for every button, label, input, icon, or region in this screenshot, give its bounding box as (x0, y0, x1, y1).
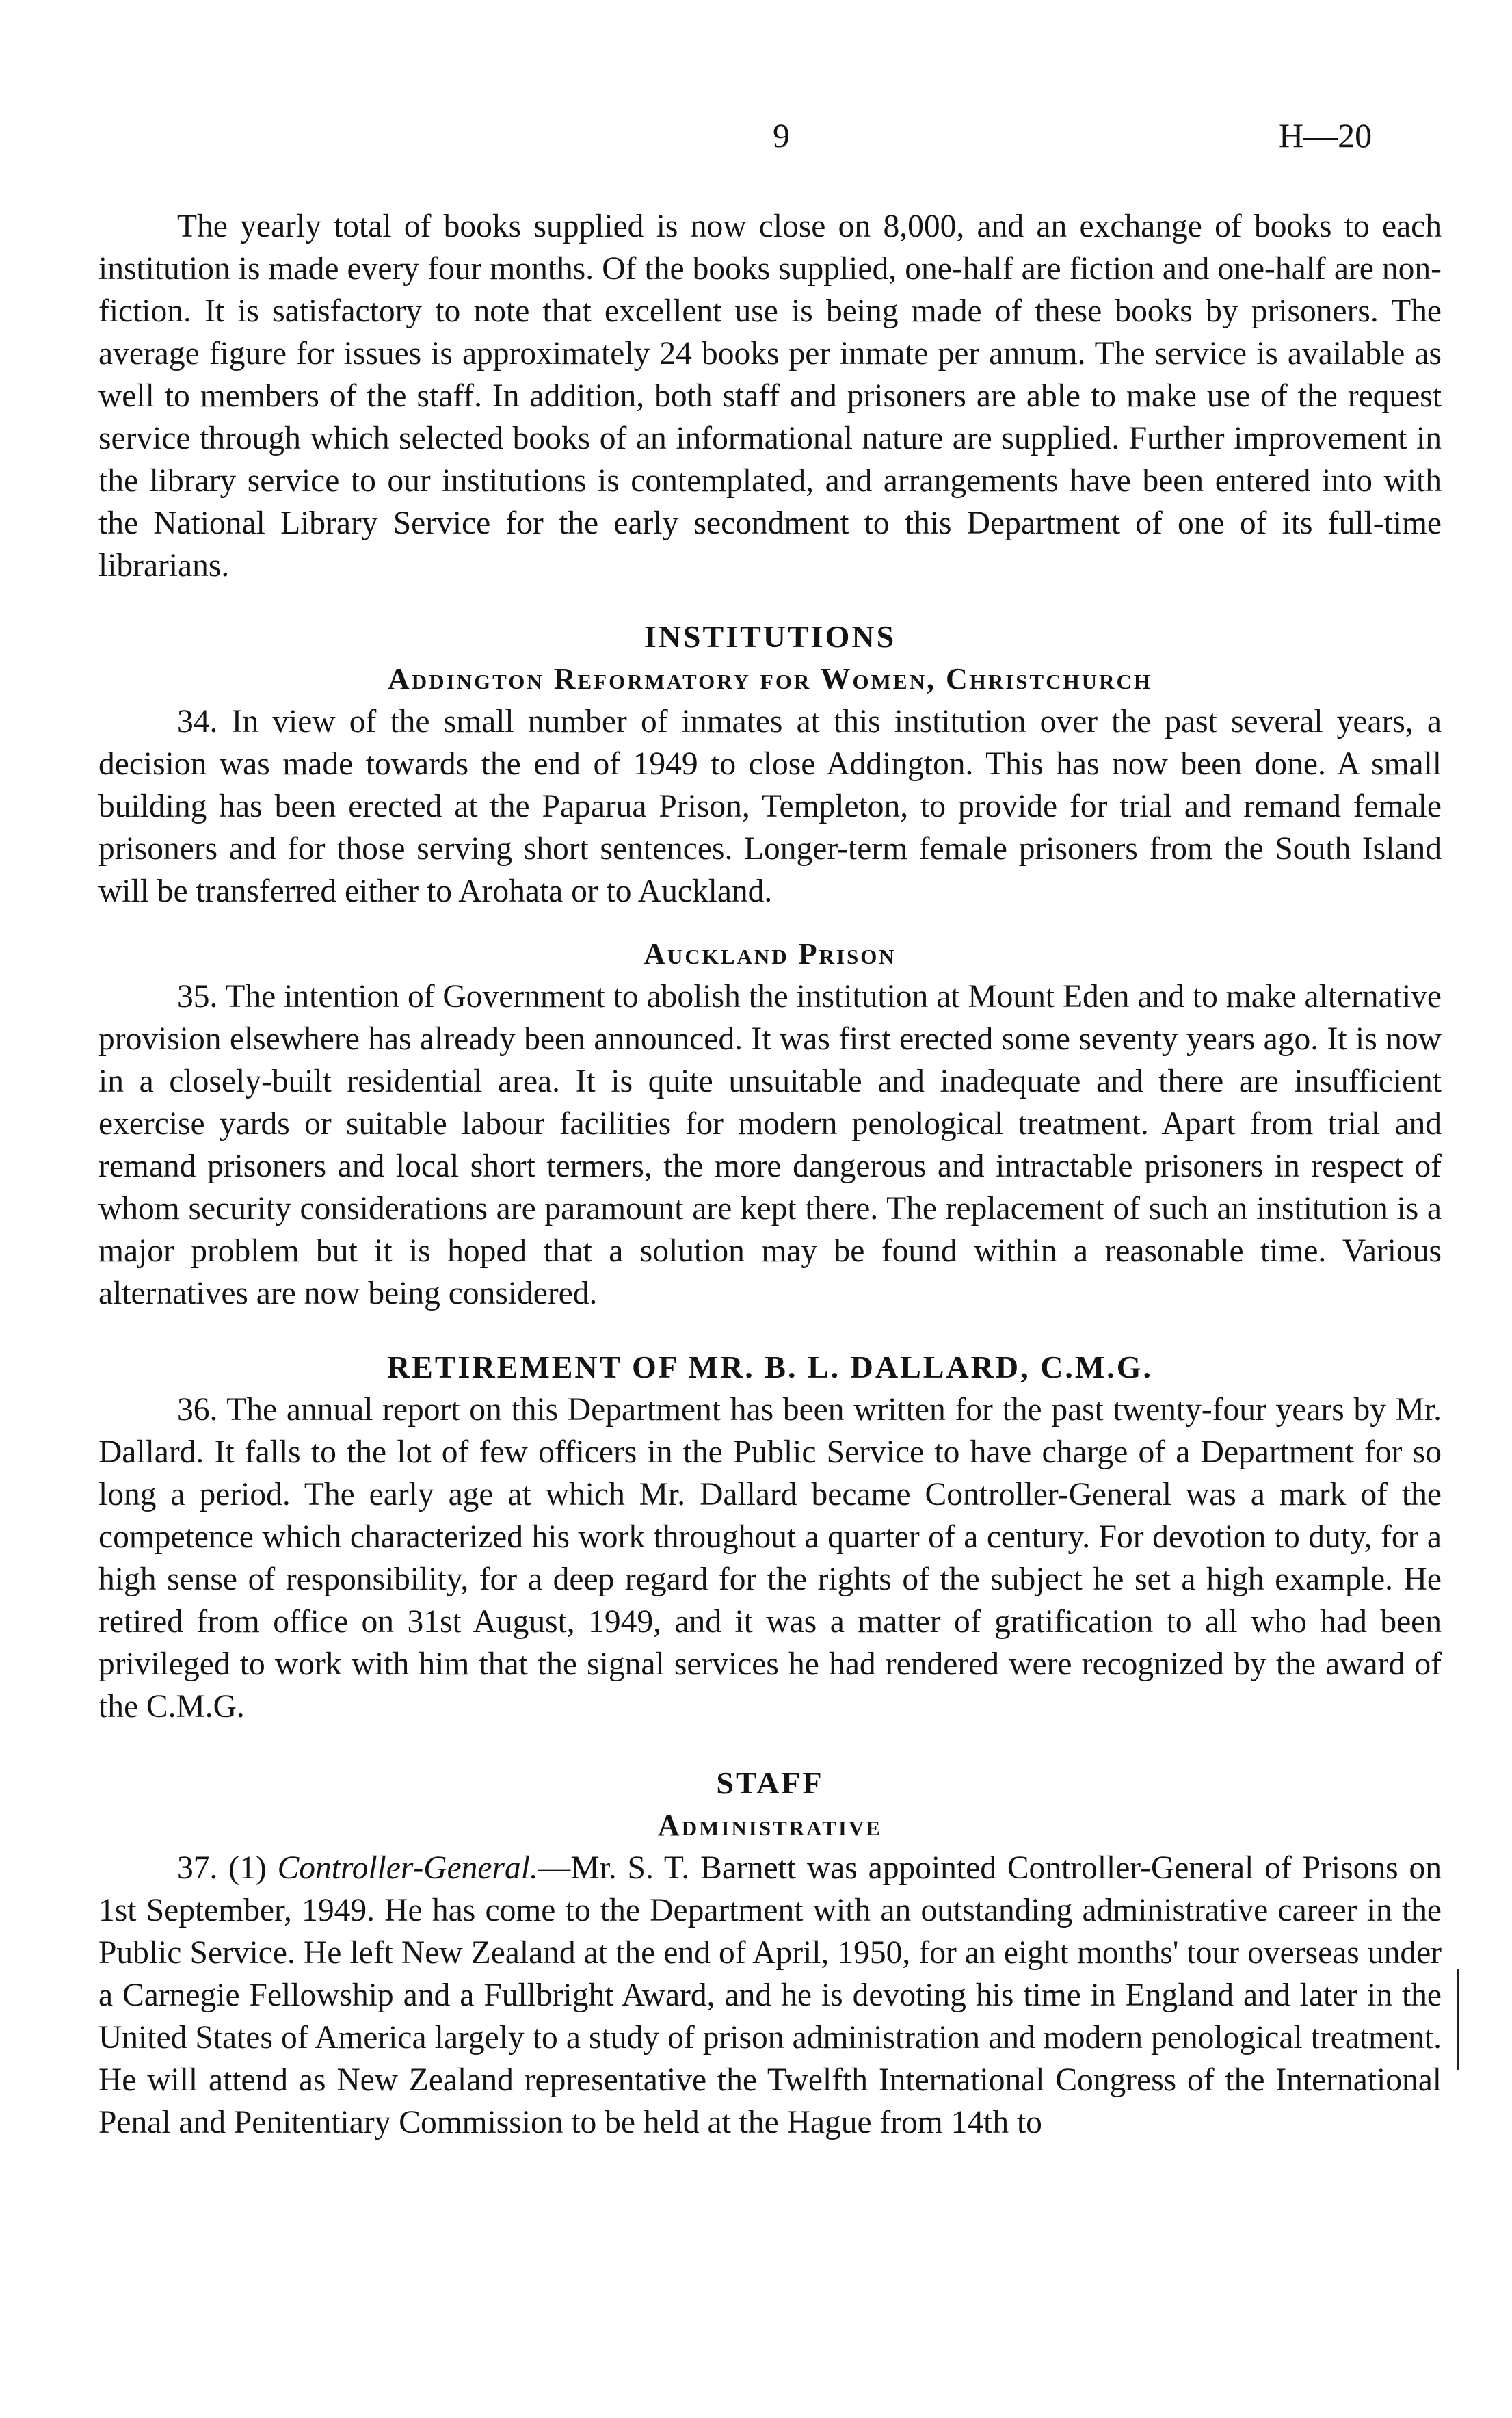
paragraph-number: 35. (177, 979, 218, 1014)
library-paragraph: The yearly total of books supplied is now close on 8,000, and an exchange of books to each institution is made every four months. Of the books supplied, one-half are fiction and one-half are non-fiction. It is satisfactory to note that excellent use is being made of these books by prisoners. The average figure for issues is approximately 24 books per inmate per annum. The service is available as well to members of the staff. In addition, both staff and prisoners are able to make use of the request service through which selected books of an informational nature are supplied. Further improvement in the library service to our institutions is contemplated, and arrangements have been entered into with the National Library Service for the early secondment to this Department of one of its full-time librarians. (98, 209, 1442, 583)
retirement-heading: RETIREMENT OF MR. B. L. DALLARD, C.M.G. (386, 1350, 1154, 1384)
paragraph-text: —Mr. S. T. Barnett was appointed Controller-General of Prisons on 1st September, 1949. He has come to the Department with an outstanding administrative career in the Public Service. He left New Zealand at the end of April, 1950, for an eight months' tour overseas under a Carnegie Fellowship and a Fullbright Award, and he is devoting his time in England and later in the United States of America largely to a study of prison administration and modern penological treatment. He will attend as New Zealand representative the Twelfth International Congress of the International Penal and Penitentiary Commission to be held at the Hague from 14th to (98, 1850, 1442, 2140)
paragraph-number: 36. (177, 1392, 218, 1428)
margin-rule (1457, 1969, 1459, 2070)
auckland-subheading: Auckland Prison (644, 937, 897, 971)
paragraph-number: 37. (1) (177, 1850, 267, 1886)
paragraph-number: 34. (177, 704, 218, 739)
body-text (98, 205, 1442, 2144)
paragraph-35 (98, 975, 1442, 1315)
addington-subheading: Addington Reformatory for Women, Christchurch (388, 662, 1152, 696)
institutions-heading: INSTITUTIONS (644, 619, 897, 654)
administrative-subheading: Administrative (657, 1809, 883, 1842)
paragraph-36 (98, 1389, 1442, 1728)
page-number: 9 (773, 116, 790, 155)
document-reference: H—20 (1279, 116, 1372, 155)
paragraph-37 (98, 1847, 1442, 2144)
controller-general-title: Controller-General. (277, 1850, 538, 1886)
staff-heading: STAFF (716, 1765, 824, 1800)
paragraph-text: The annual report on this Department has been written for the past twenty-four years by Mr. Dallard. It falls to the lot of few officers in the Public Service to have charge of a Department for so long a period. The early age at which Mr. Dallard became Controller-General was a mark of the competence which characterized his work throughout a quarter of a century. For devotion to duty, for a high sense of responsibility, for a deep regard for the rights of the subject he set a high example. He retired from office on 31st August, 1949, and it was a matter of gratification to all who had been privileged to work with him that the signal services he had rendered were recognized by the award of the C.M.G. (98, 1392, 1442, 1724)
paragraph-text: The intention of Government to abolish the institution at Mount Eden and to make alternative provision elsewhere has already been announced. It was first erected some seventy years ago. It is now in a closely-built residential area. It is quite unsuitable and inadequate and there are insufficient exercise yards or suitable labour facilities for modern penological treatment. Apart from trial and remand prisoners and local short termers, the more dangerous and intractable prisoners in respect of whom security considerations are paramount are kept there. The replacement of such an institution is a major problem but it is hoped that a solution may be found within a reasonable time. Various alternatives are now being considered. (98, 979, 1442, 1311)
paragraph-text: In view of the small number of inmates at this institution over the past several years, a decision was made towards the end of 1949 to close Addington. This has now been done. A small building has been erected at the Paparua Prison, Templeton, to provide for trial and remand female prisoners and for those serving short sentences. Longer-term female prisoners from the South Island will be transferred either to Arohata or to Auckland. (98, 704, 1442, 909)
paragraph-34 (98, 700, 1442, 912)
